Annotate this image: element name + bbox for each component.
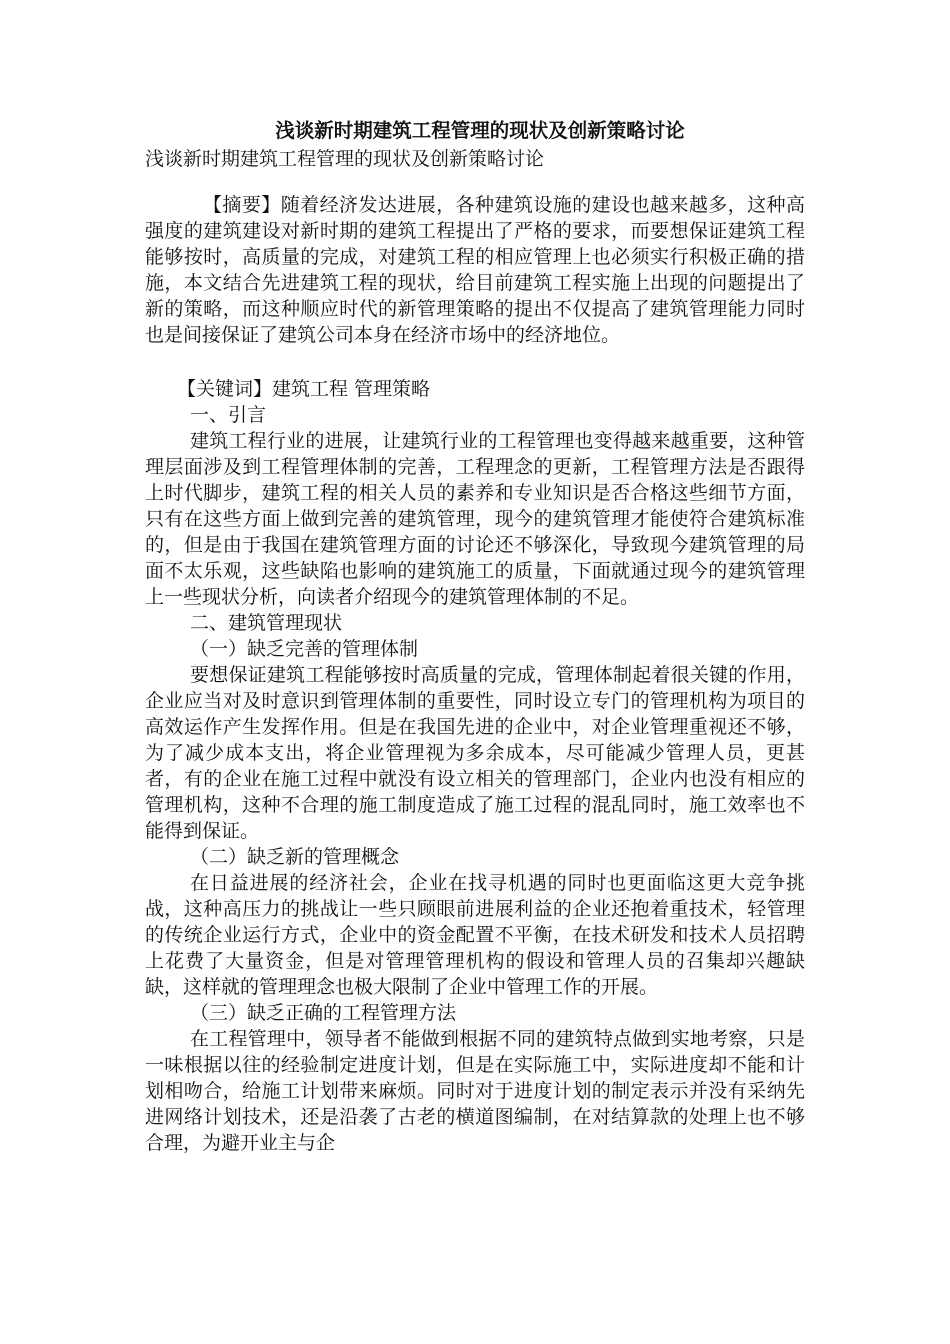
document-title: 浅谈新时期建筑工程管理的现状及创新策略讨论 — [275, 119, 685, 142]
concept-paragraph: 在日益进展的经济社会，企业在找寻机遇的同时也更面临这更大竞争挑战，这种高压力的挑战让一些只顾眼前进展利益的企业还抱着重技术，轻管理的传统企业运行方式，企业中的资金配置不平衡，在技术研发和技术人员招聘上花费了大量资金，但是对管理管理机构的假设和管理人员的召集却兴趣缺缺，这样就的管理理念也极大限制了企业中管理工作的开展。 — [145, 872, 805, 998]
introduction-paragraph: 建筑工程行业的进展，让建筑行业的工程管理也变得越来越重要，这种管理层面涉及到工程管理体制的完善，工程理念的更新，工程管理方法是否跟得上时代脚步，建筑工程的相关人员的素养和专业知识是否合格这些细节方面，只有在这些方面上做到完善的建筑管理，现今的建筑管理才能使符合建筑标准的，但是由于我国在建筑管理方面的讨论还不够深化，导致现今建筑管理的局面不太乐观，这些缺陷也影响的建筑施工的质量，下面就通过现今的建筑管理上一些现状分析，向读者介绍现今的建筑管理体制的不足。 — [145, 430, 805, 608]
subsection-heading-concept: （二）缺乏新的管理概念 — [190, 846, 400, 868]
keywords-line: 【关键词】建筑工程 管理策略 — [177, 378, 431, 400]
subsection-heading-method: （三）缺乏正确的工程管理方法 — [190, 1002, 457, 1024]
abstract-paragraph: 【摘要】随着经济发达进展，各种建筑设施的建设也越来越多，这种高强度的建筑建设对新时期的建筑工程提出了严格的要求，而要想保证建筑工程能够按时，高质量的完成，对建筑工程的相应管理上也必须实行积极正确的措施，本文结合先进建筑工程的现状，给目前建筑工程实施上出现的问题提出了新的策略，而这种顺应时代的新管理策略的提出不仅提高了建筑管理能力同时也是间接保证了建筑公司本身在经济市场中的经济地位。 — [145, 194, 805, 346]
document-subtitle: 浅谈新时期建筑工程管理的现状及创新策略讨论 — [145, 148, 545, 170]
subsection-heading-system: （一）缺乏完善的管理体制 — [190, 638, 419, 660]
method-paragraph: 在工程管理中，领导者不能做到根据不同的建筑特点做到实地考察，只是一味根据以往的经验制定进度计划，但是在实际施工中，实际进度却不能和计划相吻合，给施工计划带来麻烦。同时对于进度计划的制定表示并没有采纳先进网络计划技术，还是沿袭了古老的横道图编制，在对结算款的处理上也不够合理，为避开业主与企 — [145, 1028, 805, 1154]
section-heading-status: 二、建筑管理现状 — [190, 612, 343, 634]
section-heading-introduction: 一、引言 — [190, 404, 267, 426]
system-paragraph: 要想保证建筑工程能够按时高质量的完成，管理体制起着很关键的作用，企业应当对及时意识到管理体制的重要性，同时设立专门的管理机构为项目的高效运作产生发挥作用。但是在我国先进的企业中，对企业管理重视还不够，为了减少成本支出，将企业管理视为多余成本，尽可能减少管理人员，更甚者，有的企业在施工过程中就没有设立相关的管理部门，企业内也没有相应的管理机构，这种不合理的施工制度造成了施工过程的混乱同时，施工效率也不能得到保证。 — [145, 664, 805, 842]
document-page — [145, 118, 805, 1156]
